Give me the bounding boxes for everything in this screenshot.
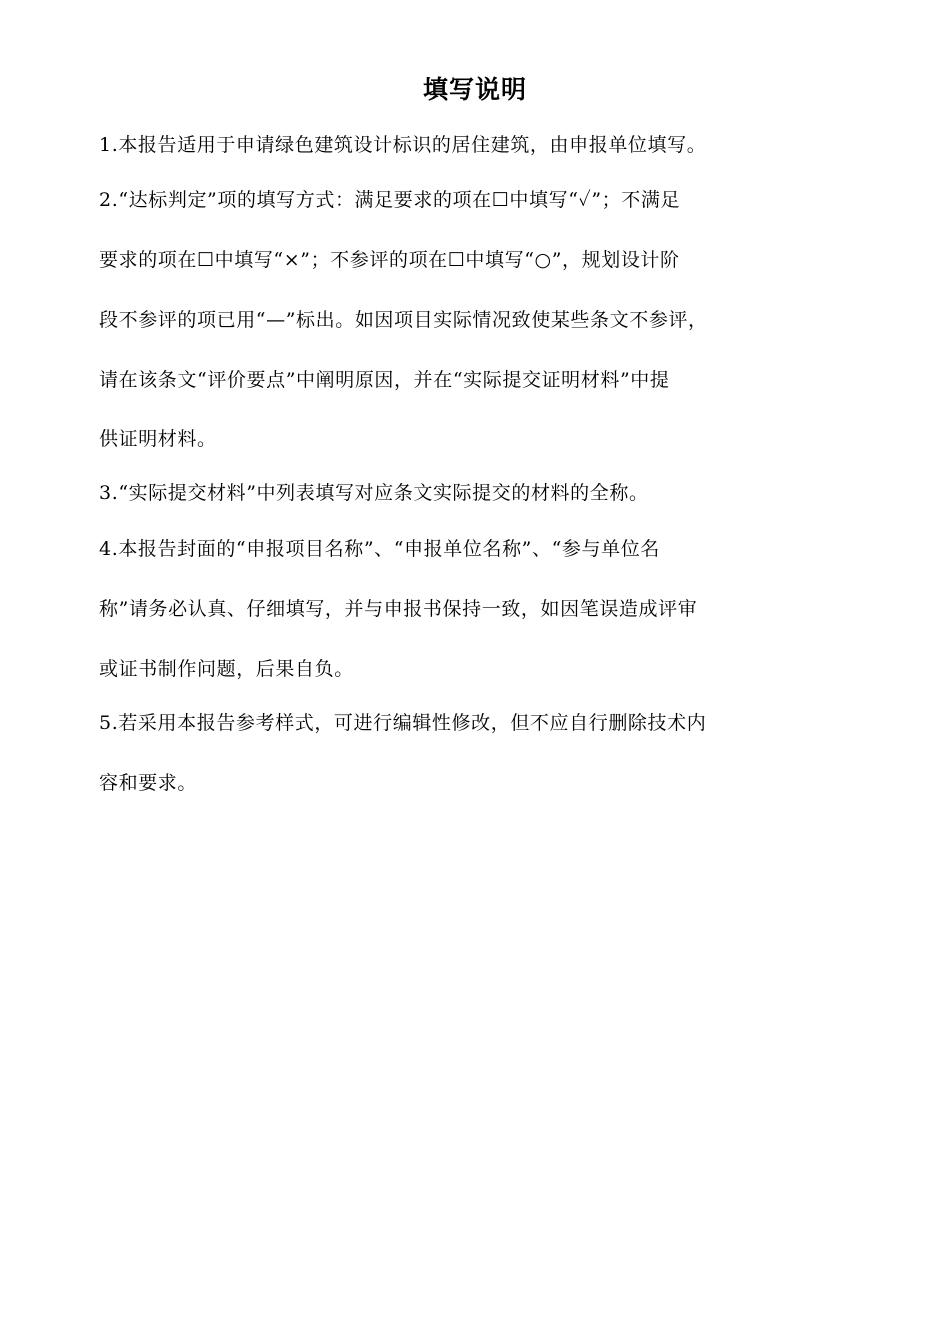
instruction-line-7: 3.“实际提交材料”中列表填写对应条文实际提交的材料的全称。 [99, 482, 649, 504]
instruction-line-12: 容和要求。 [99, 772, 198, 794]
instruction-line-10: 或证书制作问题，后果自负。 [99, 658, 354, 680]
instruction-line-4: 段不参评的项已用“—”标出。如因项目实际情况致使某些条文不参评， [99, 309, 708, 331]
instruction-line-11: 5.若采用本报告参考样式，可进行编辑性修改，但不应自行删除技术内 [99, 712, 707, 734]
instruction-line-3: 要求的项在☐中填写“×”；不参评的项在☐中填写“○”，规划设计阶 [99, 249, 680, 271]
instruction-line-8: 4.本报告封面的“申报项目名称”、“申报单位名称”、“参与单位名 [99, 538, 660, 560]
instruction-line-6: 供证明材料。 [99, 428, 217, 450]
instruction-line-1: 1.本报告适用于申请绿色建筑设计标识的居住建筑，由申报单位填写。 [99, 134, 707, 156]
instruction-line-9: 称”请务必认真、仔细填写，并与申报书保持一致，如因笔误造成评审 [99, 598, 698, 620]
instruction-line-5: 请在该条文“评价要点”中阐明原因，并在“实际提交证明材料”中提 [99, 369, 670, 391]
instruction-line-2: 2.“达标判定”项的填写方式：满足要求的项在☐中填写“✓”；不满足 [99, 189, 681, 211]
page-title: 填写说明 [422, 75, 527, 104]
